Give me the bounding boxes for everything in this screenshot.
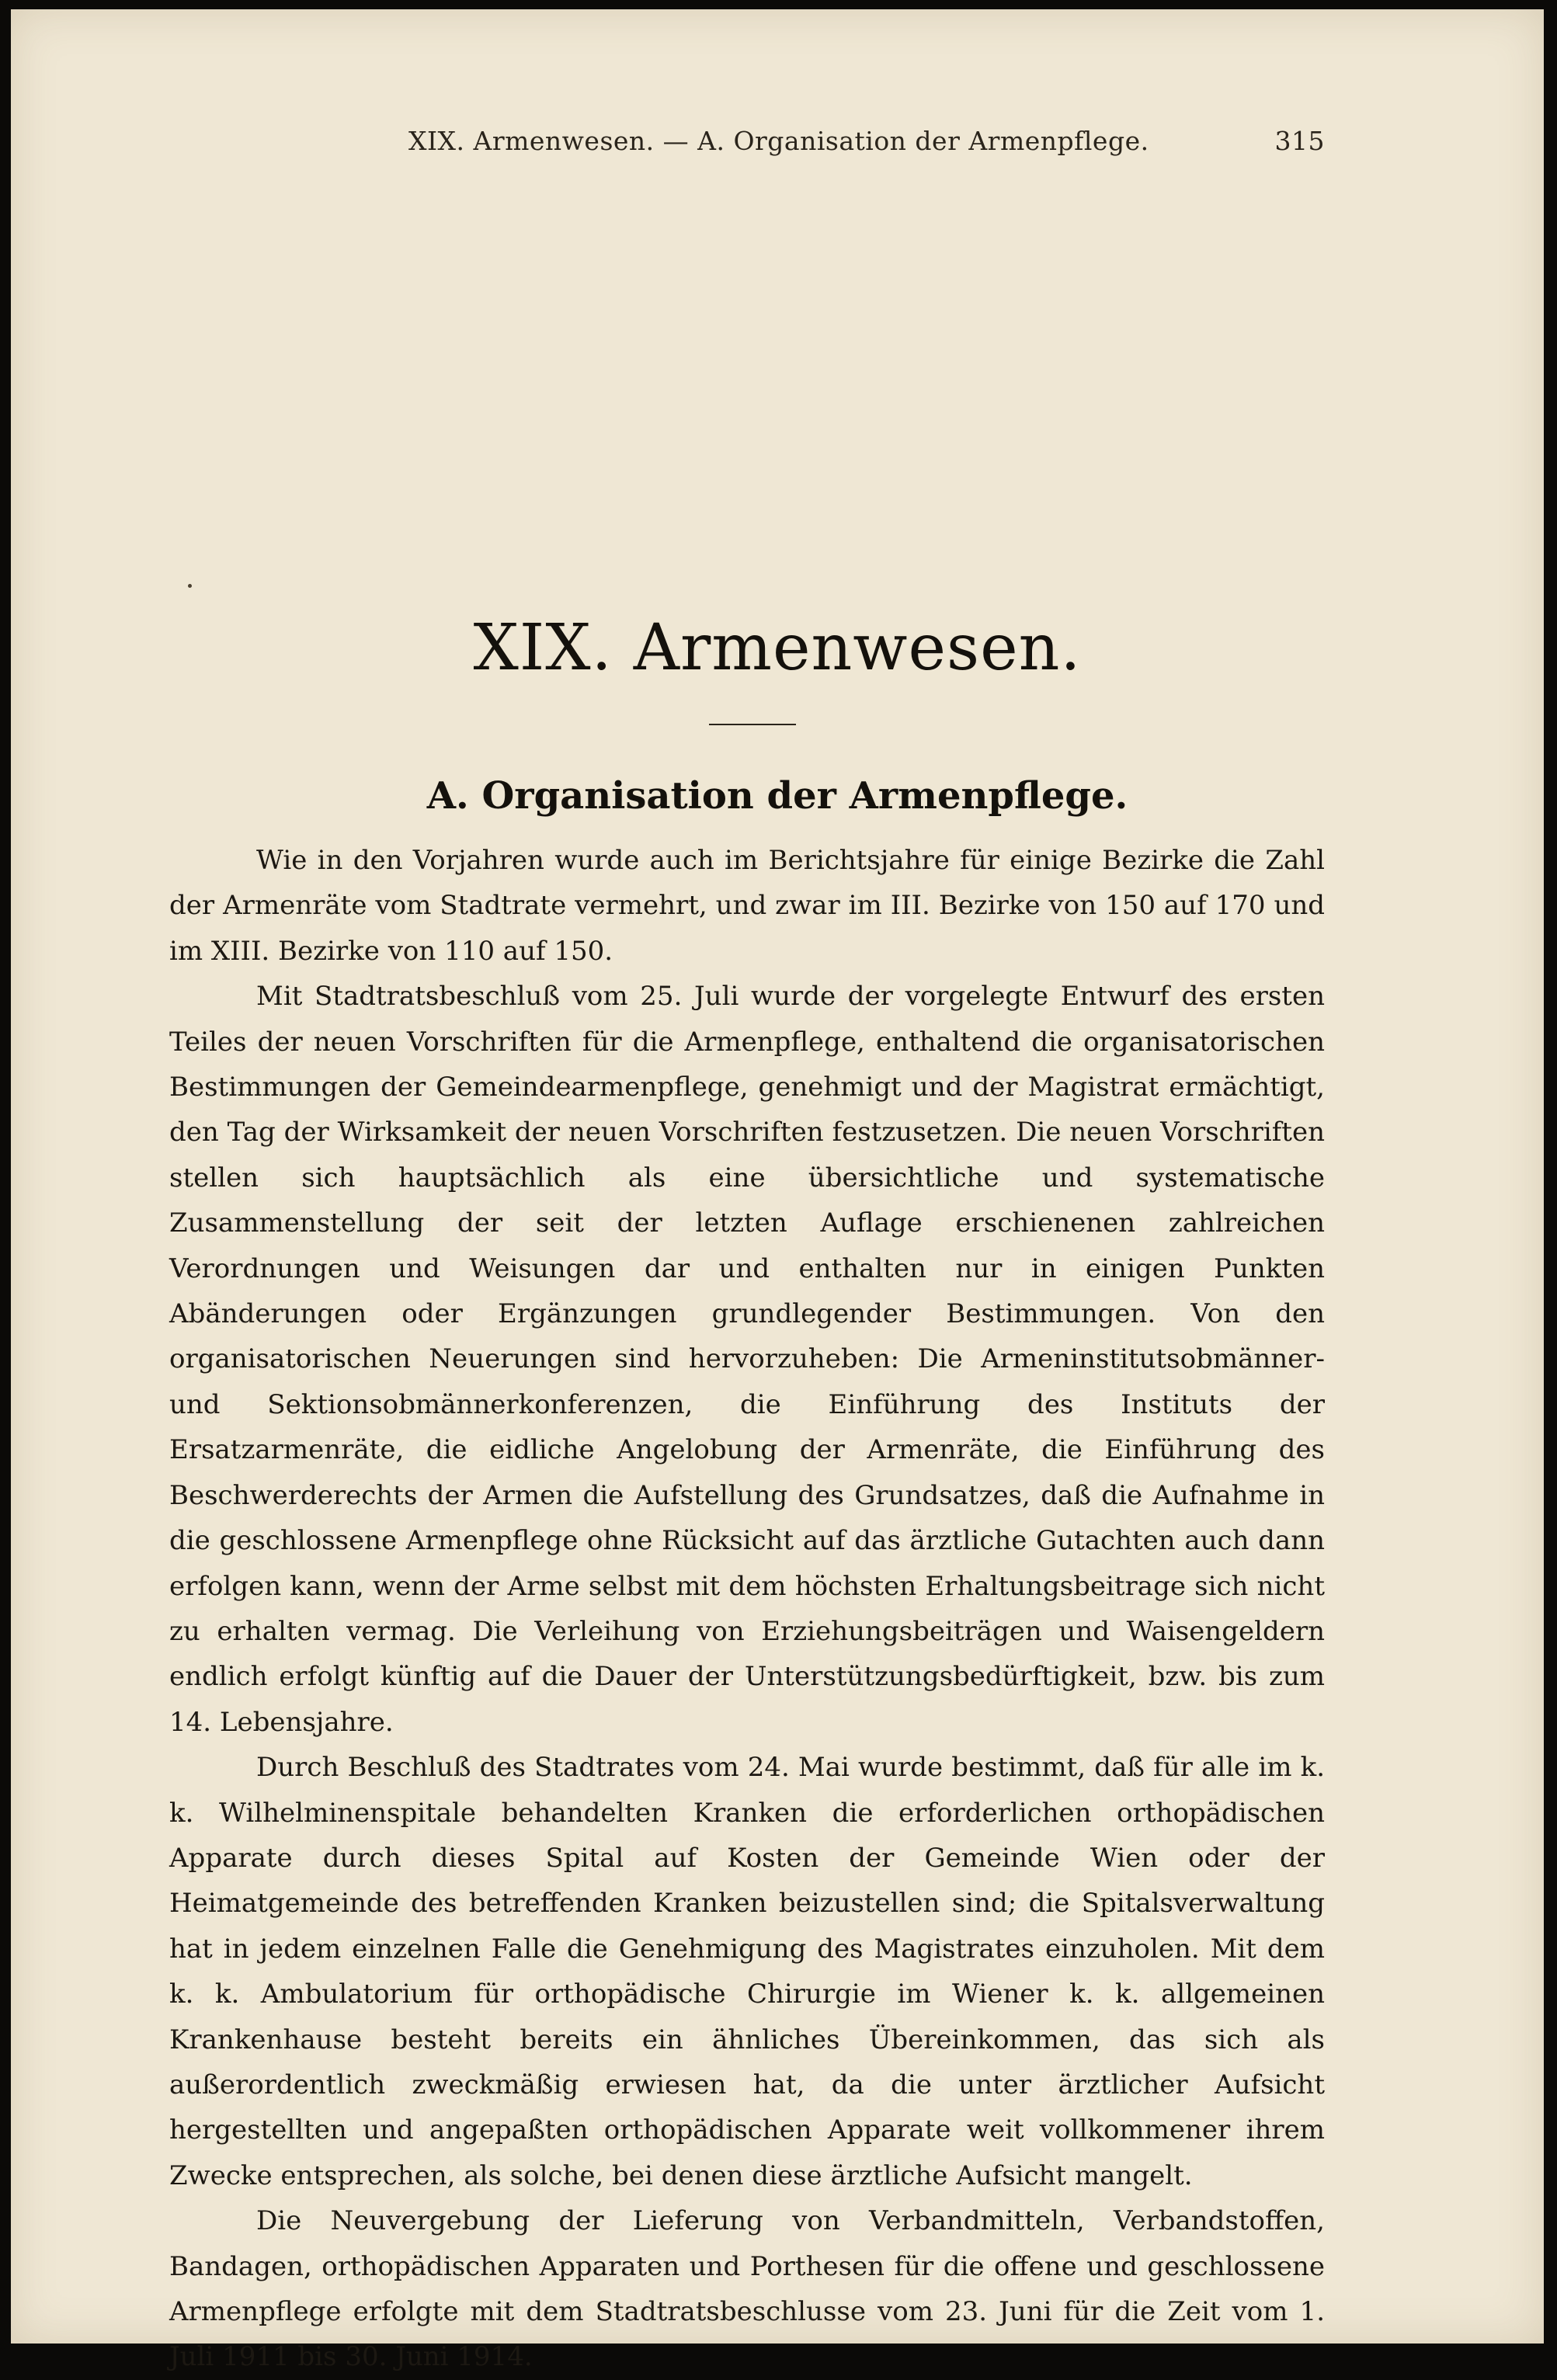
document-page: [11, 9, 1544, 2373]
running-title: XIX. Armenwesen. — A. Organisation der Armenpflege.: [408, 126, 1149, 156]
page-number: 315: [1274, 126, 1325, 156]
page-header: [408, 126, 1325, 156]
chapter-title: XIX. Armenwesen.: [473, 611, 1082, 685]
paragraph: Mit Stadtratsbeschluß vom 25. Juli wurde der vorgelegte Entwurf des ersten Teiles der neuen Vorschriften für die Armenpflege, enthaltend die organisatorischen Bestimmungen der Gemeindearmenpflege, genehmigt und der Magistrat ermächtigt, den Tag der Wirksamkeit der neuen Vorschriften festzusetzen. Die neuen Vorschriften stellen sich hauptsächlich als eine übersichtliche und systematische Zusammenstellung der seit der letzten Auflage erschienenen zahlreichen Verordnungen und Weisungen dar und enthalten nur in einigen Punkten Abänderungen oder Ergänzungen grundlegender Bestimmungen. Von den organisatorischen Neuerungen sind hervorzuheben: Die Armeninstitutsobmänner- und Sektionsobmännerkonferenzen, die Einführung des Instituts der Ersatzarmenräte, die eidliche Angelobung der Armenräte, die Einführung des Beschwerderechts der Armen die Aufstellung des Grundsatzes, daß die Aufnahme in die geschlossene Armenpflege ohne Rücksicht auf das ärztliche Gutachten auch dann erfolgen kann, wenn der Arme selbst mit dem höchsten Erhaltungsbeitrage sich nicht zu erhalten vermag. Die Verleihung von Erziehungsbeiträgen und Waisengeldern endlich erfolgt künftig auf die Dauer der Unterstützungsbedürftigkeit, bzw. bis zum 14. Lebensjahre.: [169, 981, 1325, 1738]
paragraph: Durch Beschluß des Stadtrates vom 24. Mai wurde bestimmt, daß für alle im k. k. Wilhelminenspitale behandelten Kranken die erforderlichen orthopädischen Apparate durch dieses Spital auf Kosten der Gemeinde Wien oder der Heimatgemeinde des betreffenden Kranken beizustellen sind; die Spitalsverwaltung hat in jedem einzelnen Falle die Genehmigung des Magistrates einzuholen. Mit dem k. k. Ambulatorium für orthopädische Chirurgie im Wiener k. k. allgemeinen Krankenhause besteht bereits ein ähnliches Übereinkommen, das sich als außerordentlich zweckmäßig erwiesen hat, da die unter ärztlicher Aufsicht hergestellten und angepaßten orthopädischen Apparate weit vollkommener ihrem Zwecke entsprechen, als solche, bei denen diese ärztliche Aufsicht mangelt.: [169, 1752, 1325, 2191]
section-title: A. Organisation der Armenpflege.: [426, 774, 1128, 818]
paragraph: Wie in den Vorjahren wurde auch im Berichtsjahre für einige Bezirke die Zahl der Armenräte vom Stadtrate vermehrt, und zwar im III. Bezirke von 150 auf 170 und im XIII. Bezirke von 110 auf 150.: [169, 845, 1325, 967]
paragraph: Die Neuvergebung der Lieferung von Verbandmitteln, Verbandstoffen, Bandagen, orthopädischen Apparaten und Porthesen für die offene und geschlossene Armenpflege erfolgte mit dem Stadtratsbeschlusse vom 23. Juni für die Zeit vom 1. Juli 1911 bis 30. Juni 1914.: [169, 2205, 1325, 2373]
body-text: [169, 838, 1325, 2380]
title-divider: [709, 724, 796, 725]
ink-speck: [188, 584, 192, 588]
